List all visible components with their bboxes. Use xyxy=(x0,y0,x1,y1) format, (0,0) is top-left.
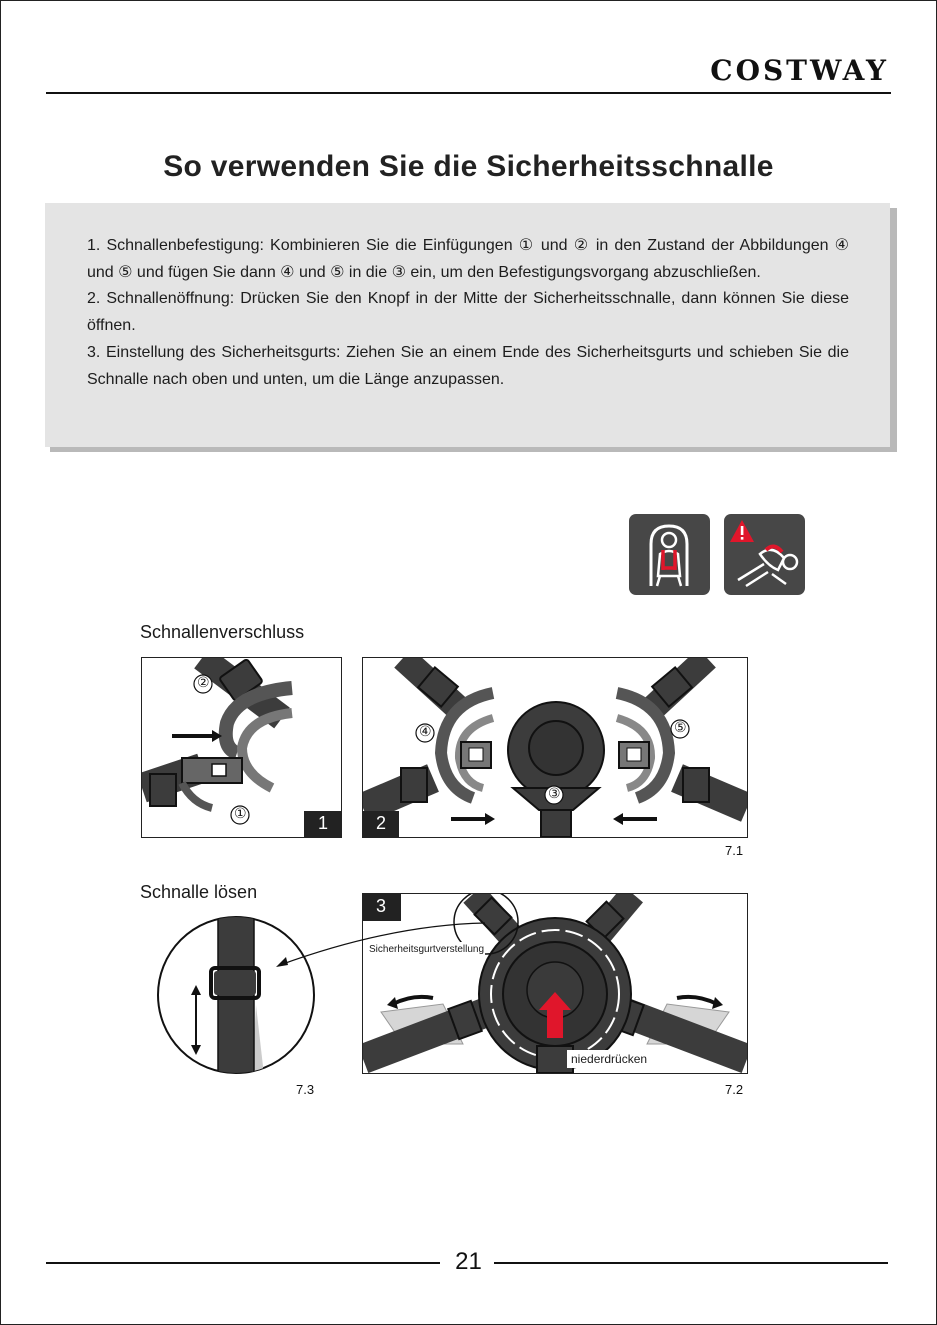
press-label: niederdrücken xyxy=(571,1052,648,1066)
fall-warning-icon xyxy=(724,514,805,595)
figure-number-7-3: 7.3 xyxy=(296,1082,315,1097)
callout-4: ④ xyxy=(419,723,432,739)
brand-logo: COSTWAY xyxy=(710,54,889,87)
callout-1: ① xyxy=(234,805,247,821)
section-label-release: Schnalle lösen xyxy=(140,882,258,902)
instructions-text xyxy=(87,233,849,393)
detail-leader-line xyxy=(270,915,490,975)
instruction-step-3: 3. Einstellung des Sicherheitsgurts: Ziehen Sie an einem Ende des Sicherheitsgurts und schieben Sie die Schnalle nach oben und unten, um die Länge anzupassen. xyxy=(87,343,849,388)
figure-panel-2 xyxy=(362,657,748,838)
panel-number-3: 3 xyxy=(376,896,387,916)
callout-5: ⑤ xyxy=(674,719,687,735)
header-rule xyxy=(46,92,891,94)
page-title: So verwenden Sie die Sicherheitsschnalle xyxy=(163,150,774,183)
callout-3: ③ xyxy=(548,785,561,801)
instruction-step-1: 1. Schnallenbefestigung: Kombinieren Sie die Einfügungen ① und ② in den Zustand der Abbildungen ④ und ⑤ und fügen Sie dann ④ und ⑤ in die ③ ein, um den Befestigungsvorgang abzuschließen. xyxy=(87,237,849,281)
panel-number-2: 2 xyxy=(376,813,387,833)
page-number-wrap xyxy=(0,1248,937,1276)
section-label-fastening: Schnallenverschluss xyxy=(140,622,305,642)
instructions-box xyxy=(45,203,890,447)
figure-panel-1 xyxy=(141,657,342,838)
panel-number-1: 1 xyxy=(318,813,329,833)
adjuster-label: Sicherheitsgurtverstellung xyxy=(369,944,485,955)
figure-number-7-1: 7.1 xyxy=(725,843,744,858)
callout-2: ② xyxy=(197,674,210,690)
page-number: 21 xyxy=(445,1248,492,1275)
harnessed-child-icon xyxy=(629,514,710,595)
figure-number-7-2: 7.2 xyxy=(725,1082,744,1097)
instruction-step-2: 2. Schnallenöffnung: Drücken Sie den Knopf in der Mitte der Sicherheitsschnalle, dann können Sie diese öffnen. xyxy=(87,290,849,335)
